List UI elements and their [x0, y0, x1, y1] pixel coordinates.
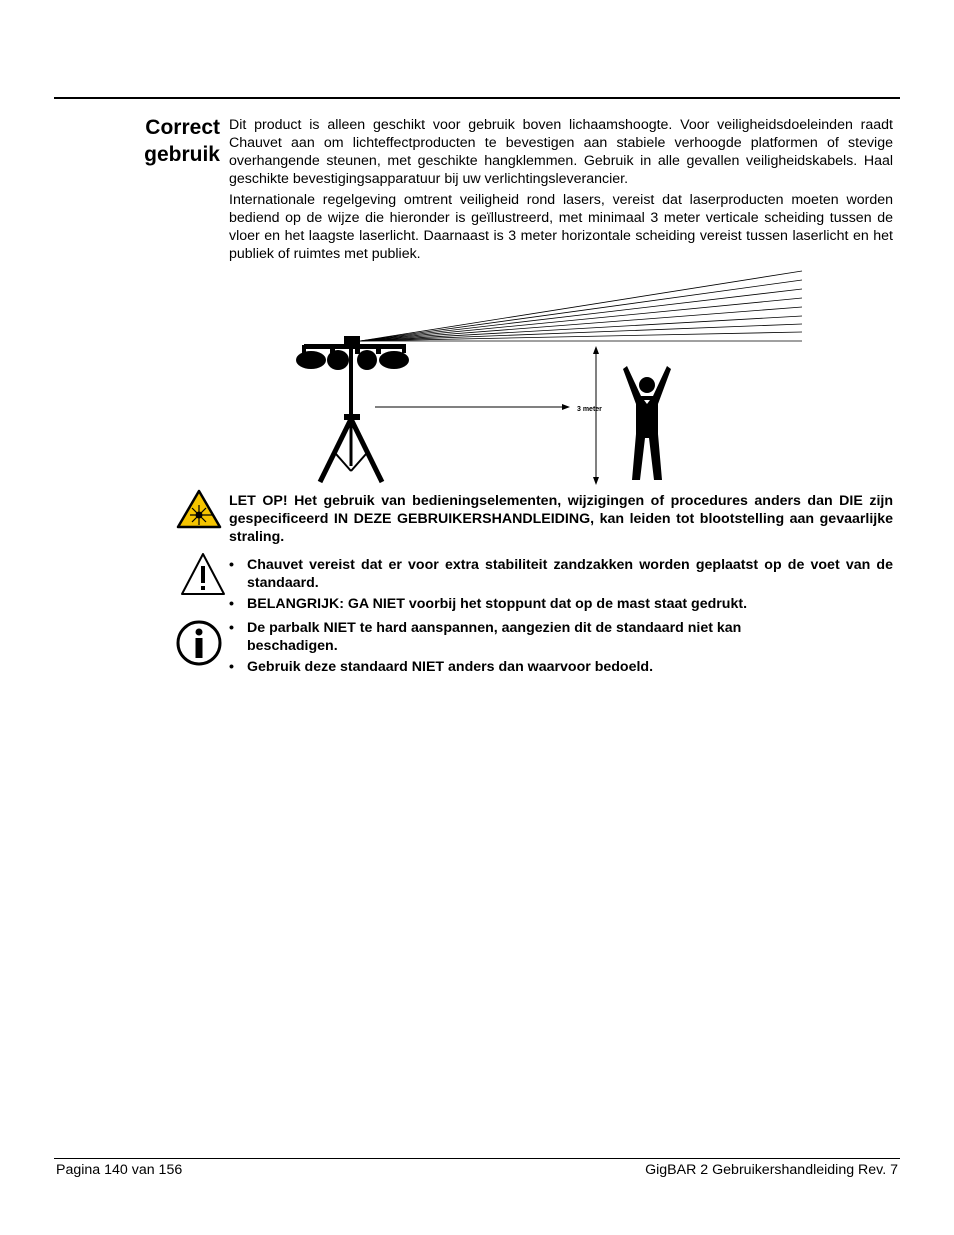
laser-clearance-diagram: [294, 266, 806, 488]
header-rule: [54, 97, 900, 99]
person-figure: [623, 366, 671, 480]
distance-label: 3 meter: [577, 406, 602, 413]
section-heading: [130, 114, 220, 168]
caution-icon: [180, 552, 226, 596]
list-item: • Gebruik deze standaard NIET anders dan waarvoor bedoeld.: [229, 658, 893, 676]
intro-paragraph: Dit product is alleen geschikt voor gebruik boven lichaamshoogte. Voor veiligheidsdoeleinden raadt Chauvet aan om lichteffectproducten te bevestigen aan stabiele verhoogde platformen of stevige overhangende steunen, met geschikte hangklemmen. Gebruik in alle gevallen veiligheidskabels. Haal geschikte bevestigingsapparatuur bij uw verlichtingsleverancier.: [229, 117, 893, 187]
caution-list: [229, 556, 893, 616]
tripod-stand: [320, 349, 382, 482]
section-heading-line1: Correct: [145, 116, 220, 139]
laser-warning-icon: [176, 489, 222, 529]
manual-title: GigBAR 2 Gebruikershandleiding Rev. 7: [645, 1162, 898, 1178]
list-item: • BELANGRIJK: GA NIET voorbij het stoppunt dat op de mast staat gedrukt.: [229, 595, 893, 613]
info-list: [229, 619, 893, 679]
distance-arrows: [375, 346, 599, 485]
footer-rule: [54, 1158, 900, 1159]
info-icon: [175, 619, 223, 667]
list-item: • Chauvet vereist dat er voor extra stabiliteit zandzakken worden geplaatst op de voet van de standaard.: [229, 556, 893, 592]
list-item: • De parbalk NIET te hard aanspannen, aangezien dit de standaard niet kan beschadigen.: [229, 619, 807, 655]
laser-regulation-paragraph: Internationale regelgeving omtrent veiligheid rond lasers, vereist dat laserproducten moeten worden bediend op de wijze die hieronder is geïllustreerd, met minimaal 3 meter verticale scheiding tussen de vloer en het laagste laserlicht. Daarnaast is 3 meter horizontale scheiding vereist tussen laserlicht en het publiek of ruimtes met publiek.: [229, 192, 893, 262]
page-number: Pagina 140 van 156: [56, 1162, 183, 1178]
section-heading-line2: gebruik: [144, 143, 220, 166]
laser-beams: [360, 271, 802, 341]
laser-warning-text: LET OP! Het gebruik van bedieningselementen, wijzigingen of procedures anders dan DIE zijn gespecificeerd IN DEZE GEBRUIKERSHANDLEIDING, kan leiden tot blootstelling aan gevaarlijke straling.: [229, 493, 893, 545]
